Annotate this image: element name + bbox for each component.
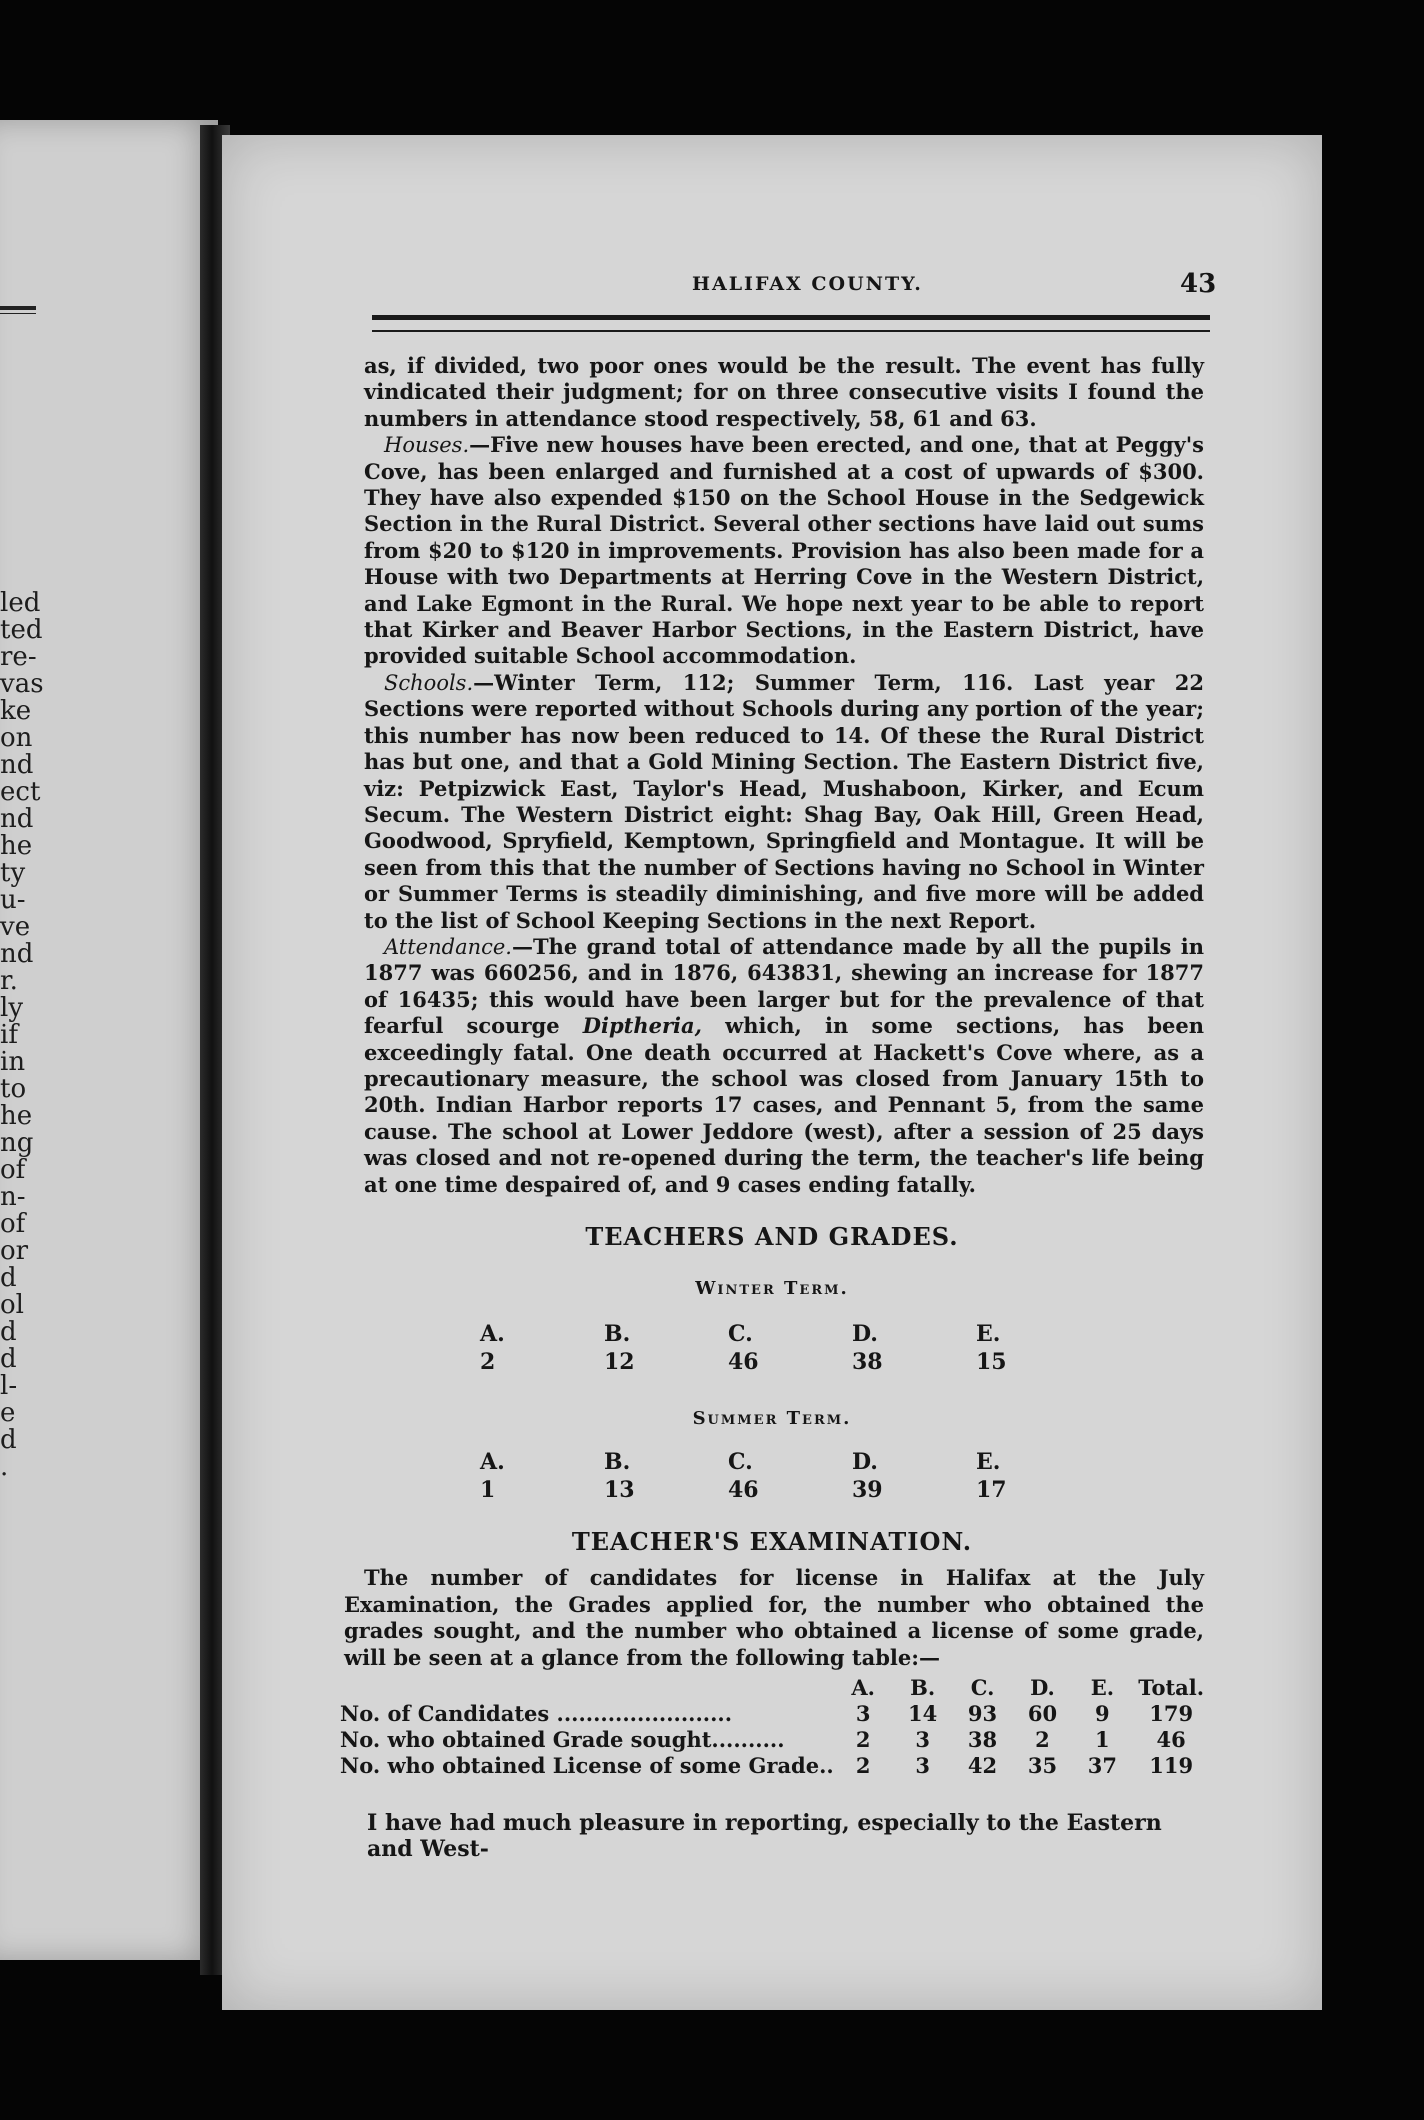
grade-count: 17	[976, 1477, 1007, 1503]
facing-page-fragment: d	[0, 1344, 17, 1374]
cell-total: 46	[1156, 1727, 1186, 1752]
facing-page-fragment: vas	[0, 669, 44, 699]
facing-page-fragment: led	[0, 588, 41, 618]
grade-count: 12	[604, 1349, 635, 1375]
facing-page-fragment: ect	[0, 777, 41, 807]
facing-page	[0, 120, 218, 1960]
cell: 3	[855, 1701, 871, 1726]
paragraph-lead: Schools.	[384, 670, 474, 695]
teachers-heading: TEACHERS AND GRADES.	[585, 1222, 959, 1251]
cell: 2	[855, 1753, 871, 1778]
grade-label: A.	[480, 1321, 505, 1347]
facing-page-fragment: ke	[0, 696, 32, 726]
grade-count: 39	[852, 1477, 883, 1503]
table-row	[340, 1701, 1210, 1727]
facing-page-fragment: nd	[0, 804, 34, 834]
paragraph-text: which, in some sections, has been exceedingly fatal. One death occurred at Hackett's Cove where, as a precautionary measure, the school was closed from January 15th to 20th. Indian Harbor reports 17 cases, and Pennant 5, from the same cause. The school at Lower Jeddore (west), after a session of 25 days was closed and not re-opened during the term, the teacher's life being at one time despaired of, and 9 cases ending fatally.	[364, 1013, 1204, 1197]
summer-term-title: Summer Term.	[692, 1408, 852, 1429]
cell: 3	[915, 1753, 930, 1778]
grade-label: C.	[728, 1449, 753, 1475]
facing-page-fragment: or	[0, 1236, 29, 1266]
paragraph-lead: Houses.	[384, 433, 470, 458]
facing-page-fragment: if	[0, 1020, 18, 1050]
facing-page-fragment: nd	[0, 939, 34, 969]
facing-page-fragment: .	[0, 1452, 9, 1482]
paragraph-schools	[364, 670, 1204, 934]
row-label: No. who obtained License of some Grade..	[340, 1753, 834, 1778]
grade-label: E.	[976, 1449, 1001, 1475]
cell: 2	[1035, 1727, 1050, 1752]
column-header: E.	[1090, 1675, 1115, 1700]
cell: 1	[1095, 1727, 1110, 1752]
cell: 14	[908, 1701, 938, 1726]
cell: 3	[915, 1727, 930, 1752]
grade-label: A.	[480, 1449, 505, 1475]
facing-page-fragment: n-	[0, 1182, 26, 1212]
exam-table	[340, 1675, 1210, 1779]
facing-page-fragment: on	[0, 723, 33, 753]
grade-count: 13	[604, 1477, 635, 1503]
facing-page-fragment: ve	[0, 912, 31, 942]
column-header: B.	[910, 1675, 936, 1700]
facing-page-fragment: ng	[0, 1128, 34, 1158]
grade-count: 46	[728, 1477, 759, 1503]
facing-page-fragment: re-	[0, 642, 37, 672]
facing-page-fragment: of	[0, 1209, 26, 1239]
column-header: D.	[1030, 1675, 1055, 1700]
exam-intro	[344, 1565, 1204, 1671]
facing-page-rule	[0, 306, 36, 314]
cell: 9	[1095, 1701, 1110, 1726]
grade-label: E.	[976, 1321, 1001, 1347]
grade-count: 1	[480, 1477, 496, 1503]
facing-page-fragment: d	[0, 1425, 17, 1455]
grade-label: D.	[852, 1321, 878, 1347]
cell: 37	[1087, 1753, 1117, 1778]
row-label: No. who obtained Grade sought..........	[340, 1727, 785, 1752]
column-header: Total.	[1138, 1675, 1205, 1700]
paragraph-lead: Attendance.	[384, 934, 512, 959]
summer-grades	[462, 1448, 1082, 1504]
grade-label: C.	[728, 1321, 753, 1347]
running-title: HALIFAX COUNTY.	[692, 273, 923, 295]
closing-line: I have had much pleasure in reporting, especially to the Eastern and West-	[367, 1810, 1162, 1862]
facing-page-fragment: ty	[0, 858, 26, 888]
column-header: A.	[851, 1675, 875, 1700]
cell: 60	[1027, 1701, 1058, 1726]
column-header: C.	[970, 1675, 995, 1700]
paragraph-italic: Diptheria,	[582, 1013, 702, 1039]
cell-total: 119	[1149, 1753, 1194, 1778]
cell: 93	[967, 1701, 998, 1726]
paragraph: as, if divided, two poor ones would be the result. The event has fully vindicated their judgment; for on three consecutive visits I found the numbers in attendance stood respectively, 58, 61 and 63.	[364, 353, 1204, 431]
facing-page-fragment: ly	[0, 993, 24, 1023]
facing-page-fragment: ol	[0, 1290, 24, 1320]
paragraph-attendance	[364, 934, 1204, 1198]
cell-total: 179	[1149, 1701, 1194, 1726]
winter-term-title: Winter Term.	[695, 1278, 849, 1299]
facing-page-fragment: of	[0, 1155, 26, 1185]
facing-page-fragment: d	[0, 1263, 17, 1293]
table-row	[340, 1753, 1210, 1779]
table-header-row	[340, 1675, 1210, 1701]
facing-page-fragment: d	[0, 1317, 17, 1347]
exam-heading: TEACHER'S EXAMINATION.	[571, 1527, 973, 1556]
winter-grades	[462, 1320, 1082, 1376]
facing-page-fragment: he	[0, 831, 33, 861]
grade-count: 2	[480, 1349, 496, 1375]
grade-label: B.	[604, 1321, 631, 1347]
facing-page-fragment: nd	[0, 750, 34, 780]
facing-page-fragment: he	[0, 1101, 33, 1131]
paragraph-houses	[364, 432, 1204, 670]
facing-page-fragment: e	[0, 1398, 16, 1428]
facing-page-fragment: ted	[0, 615, 43, 645]
row-label: No. of Candidates ........................	[340, 1701, 733, 1726]
facing-page-fragment: to	[0, 1074, 27, 1104]
facing-page-fragment: u-	[0, 885, 26, 915]
facing-page-fragment: in	[0, 1047, 26, 1077]
grade-count: 46	[728, 1349, 759, 1375]
paragraph-text: —Five new houses have been erected, and one, that at Peggy's Cove, has been enlarged and furnished at a cost of upwards of $300. They have also expended $150 on the School House in the Sedgewick Section in the Rural District. Several other sections have laid out sums from $20 to $120 in improvements. Provision has also been made for a House with two Departments at Herring Cove in the Western District, and Lake Egmont in the Rural. We hope next year to be able to report that Kirker and Beaver Harbor Sections, in the Eastern District, have provided suitable School accommodation.	[364, 432, 1204, 669]
cell: 2	[855, 1727, 871, 1752]
cell: 38	[967, 1727, 998, 1752]
paragraph-text: —The grand total of attendance made by all the pupils in 1877 was 660256, and in 1876, 643831, shewing an increase for 1877 of 16435; this would have been larger but for the prevalence of that fearful scourge	[364, 933, 1204, 1039]
cell: 35	[1027, 1753, 1058, 1778]
grade-count: 38	[852, 1349, 883, 1375]
header-rule	[372, 315, 1210, 332]
grade-label: D.	[852, 1449, 878, 1475]
table-header-spacer	[340, 1675, 834, 1701]
table-row	[340, 1727, 1210, 1753]
facing-page-fragment: l-	[0, 1371, 18, 1401]
cell: 42	[967, 1753, 998, 1778]
book-page	[222, 135, 1322, 2010]
grade-label: B.	[604, 1449, 631, 1475]
page-number: 43	[1180, 269, 1217, 299]
paragraph-text: —Winter Term, 112; Summer Term, 116. Last year 22 Sections were reported without Schools during any portion of the year; this number has now been reduced to 14. Of these the Rural District has but one, and that a Gold Mining Section. The Eastern District five, viz: Petpizwick East, Taylor's Head, Mushaboon, Kirker, and Ecum Secum. The Western District eight: Shag Bay, Oak Hill, Green Head, Goodwood, Spryfield, Kemptown, Springfield and Montague. It will be seen from this that the number of Sections having no School in Winter or Summer Terms is steadily diminishing, and five more will be added to the list of School Keeping Sections in the next Report.	[364, 669, 1204, 933]
exam-intro-text: The number of candidates for license in Halifax at the July Examination, the Grades applied for, the number who obtained the grades sought, and the number who obtained a license of some grade, will be seen at a glance from the following table:—	[344, 1565, 1204, 1670]
body-text	[364, 353, 1204, 1198]
grade-count: 15	[976, 1349, 1007, 1375]
facing-page-fragment: r.	[0, 966, 18, 996]
